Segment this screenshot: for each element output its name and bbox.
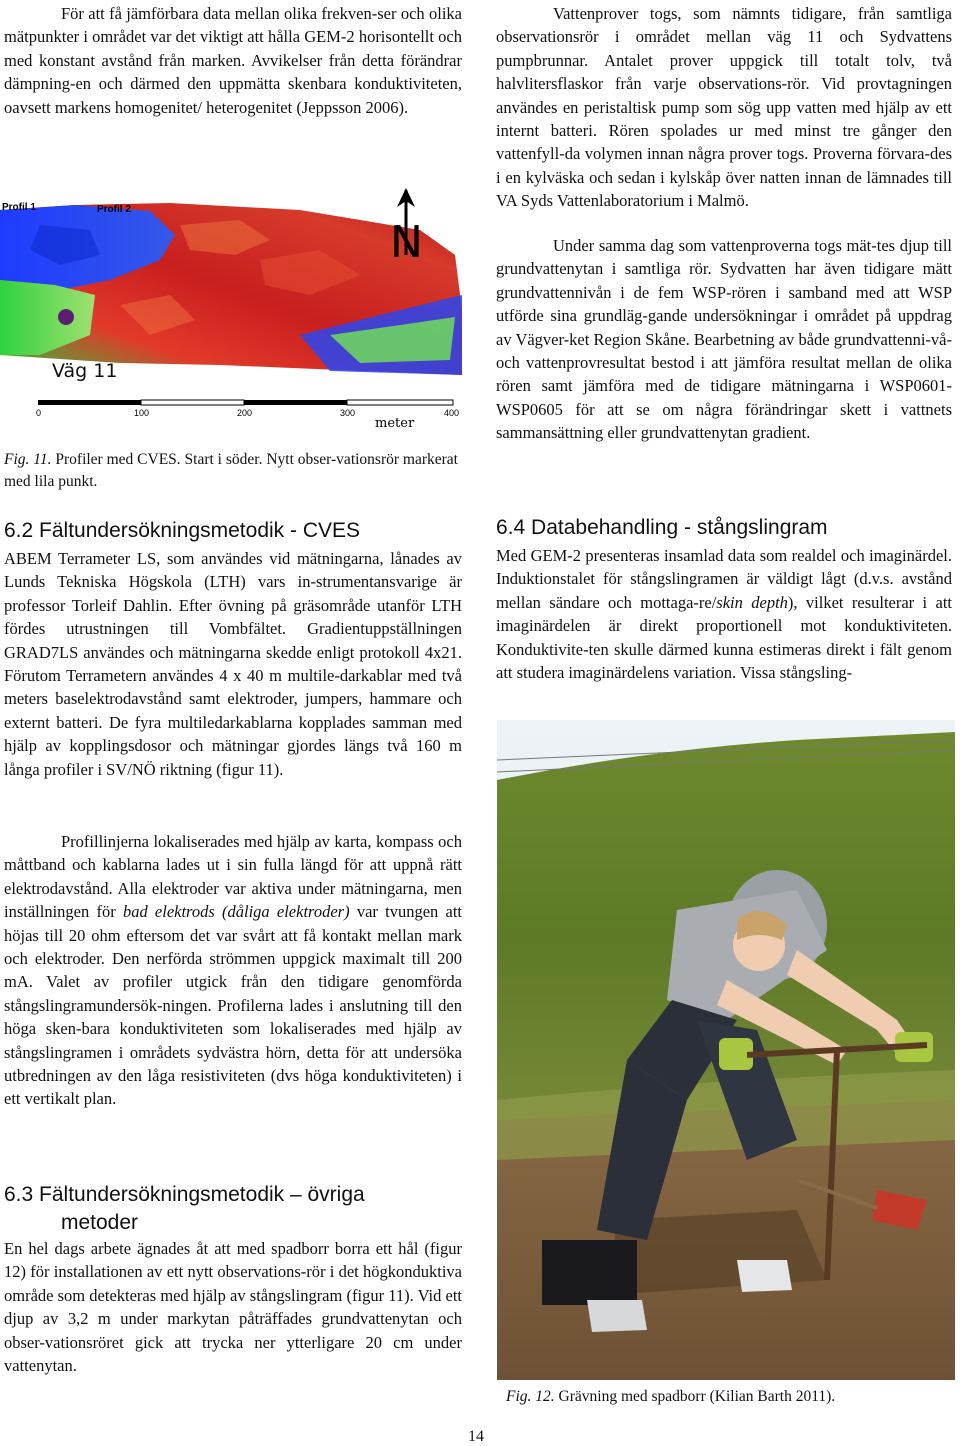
cves-map-image (0, 185, 470, 435)
p2-text-a: Profillinjerna lokaliserades med hjälp av karta, kompass och måttband och kablarna lades ut i sin fulla längd för att uppnå rätt elektrodavstånd. Alla elektroder var aktiva under mätningarna, men inställningen för (4, 832, 462, 922)
figure-12-caption-text: Grävning med spadborr (Kilian Barth 2011). (554, 1388, 836, 1405)
right-paragraph-1: Vattenprover togs, som nämnts tidigare, från samtliga observationsrör i området mellan väg 11 och Sydvattens pumpbrunnar. Antalet prover uppgick till totalt tolv, två halvlitersflaskor från varje observations-rör. Vid provtagningen användes en peristaltisk pump som sög upp vatten med hjälp av ett internt batteri. Rören spolades ur med minst tre gånger den vattenfyll-da volymen innan några prover togs. Proverna förvara-des i en kylväska och sedan i kylskåp över natten innan de lämnades till VA Syds Vattenlaboratorium i Malmö. (496, 4, 952, 211)
section-6-4-paragraph (496, 544, 952, 684)
profile-2-label: Profil 2 (97, 204, 131, 215)
right-paragraph-2: Under samma dag som vattenproverna togs mät-tes djup till grundvattenytan i samtliga rör. Sydvatten har även tidigare mätt grundvattennivån i de fem WSP-rören i samband med att WSP utförde sina grundläg-gande undersökningar i området på uppdrag av Vägver-ket Region Skåne. Bearbetning av både grundvattenni-vå- och vattenprovresultat bestod i att jämföra resultat mellan de olika rören samt jämföra med de tidigare mätningarna i WSP0601-WSP0605 för att se om några förändringar skett i vattnets sammansättning eller grundvattenytan gradient. (496, 236, 952, 443)
section-6-3-heading (4, 1181, 464, 1237)
observation-well-dot (58, 309, 74, 325)
scale-tick-300: 300 (340, 408, 356, 418)
section-6-3-paragraph: En hel dags arbete ägnades åt att med spadborr borra ett hål (figur 12) för installationen av ett nytt observations-rör i det högkonduktiva område som detekteras med hjälp av stångslingram (figur 11). Vid ett djup av 3,2 m under markytan påträffades grundvattenytan och obser-vationsröret gick att trycka ner ytterligare 20 cm under vattenytan. (4, 1239, 462, 1376)
intro-paragraph: För att få jämförbara data mellan olika frekven-ser och olika mätpunkter i området var det viktigt att hålla GEM-2 horisontellt och med konstant avstånd från marken. Avvikelser från detta förändrar dämpning-en och därmed den uppmätta skenbara konduktiviteten, oavsett markens homogenitet/ heterogenitet (Jeppsson 2006). (4, 4, 462, 117)
section-6-3-heading-line2: metoder (61, 1211, 139, 1234)
s64-text-b: ), vilket resulterar i att imaginärdelen är direkt proportionell mot konduktiviteten. Konduktivite-ten skulle därmed kunna estimeras direkt i fält genom att studera imaginärdelens variation. Vissa stångsling- (496, 592, 952, 683)
figure-12-photo (497, 720, 955, 1380)
p2-italic: bad elektrods (dåliga elektroder) (122, 902, 350, 922)
digging-photo-image (497, 720, 955, 1380)
p2-text-b: var tvungen att höjas till 20 ohm eftersom det var svårt att få kontakt mellan mark och elektroder. Den nerförda strömmen uppgick maximalt till 200 mA. Valet av profiler utgick från den tidigare genomförda stångslingramundersök-ningen. Profilerna lades i anslutning till den höga sken-bara konduktiviteten som lokaliserades med hjälp av stångslingramen i områdets sydvästra hörn, detta för att undersöka utbredningen av den låga resistiviteten (dvs höga konduktiviteten) i ett vertikalt plan. (4, 902, 462, 1109)
scale-tick-0: 0 (36, 408, 42, 418)
scale-bar (38, 400, 453, 405)
figure-11-caption (4, 449, 462, 493)
section-6-3-heading-line1: 6.3 Fältundersökningsmetodik – övriga (4, 1183, 365, 1206)
north-label: N (390, 217, 423, 268)
figure-12-caption-prefix: Fig. 12. (506, 1388, 555, 1405)
figure-11-caption-prefix: Fig. 11. (4, 451, 52, 468)
figure-12-caption (506, 1386, 952, 1408)
scale-tick-200: 200 (237, 408, 253, 418)
scale-tick-100: 100 (134, 408, 150, 418)
scale-tick-400: 400 (444, 408, 460, 418)
section-6-4-heading: 6.4 Databehandling - stångslingram (496, 516, 828, 539)
road-label: Väg 11 (52, 360, 118, 382)
page-number: 14 (468, 1428, 484, 1445)
section-6-2-paragraph-1: ABEM Terrameter LS, som användes vid mätningarna, lånades av Lunds Tekniska Högskola (LTH) vars in-strumentansvarige är professor Torleif Dahlin. Efter övning på gräsområde utanför LTH fördes utrustningen till Vombfältet. Gradientuppställningen GRAD7LS användes och mätningarna skedde enligt protokoll 4x21. Förutom Terrametern användes 4 x 40 m multile-darkablar med två meters baselektrodavstånd samt elektroder, jumpers, hammare och externt batteri. De fyra multiledarkablarna kopplades samman med hjälp av kopplingsdosor och mätningar gjordes längs två 160 m långa profiler i SV/NÖ riktning (figur 11). (4, 549, 462, 779)
s64-italic: skin depth (716, 592, 788, 612)
s64-text-a: Med GEM-2 presenteras insamlad data som realdel och imaginärdel. Induktionstalet för stångslingramen är väldigt lågt (d.v.s. avstånd mellan sändare och mottaga-re/ (496, 546, 952, 612)
profile-1-label: Profil 1 (2, 202, 36, 213)
section-6-2-paragraph-2 (4, 830, 462, 1111)
figure-11 (0, 185, 470, 435)
section-6-2-heading: 6.2 Fältundersökningsmetodik - CVES (4, 519, 361, 542)
scale-unit: meter (375, 416, 415, 431)
figure-11-caption-text: Profiler med CVES. Start i söder. Nytt obser-vationsrör markerat med lila punkt. (4, 451, 458, 490)
